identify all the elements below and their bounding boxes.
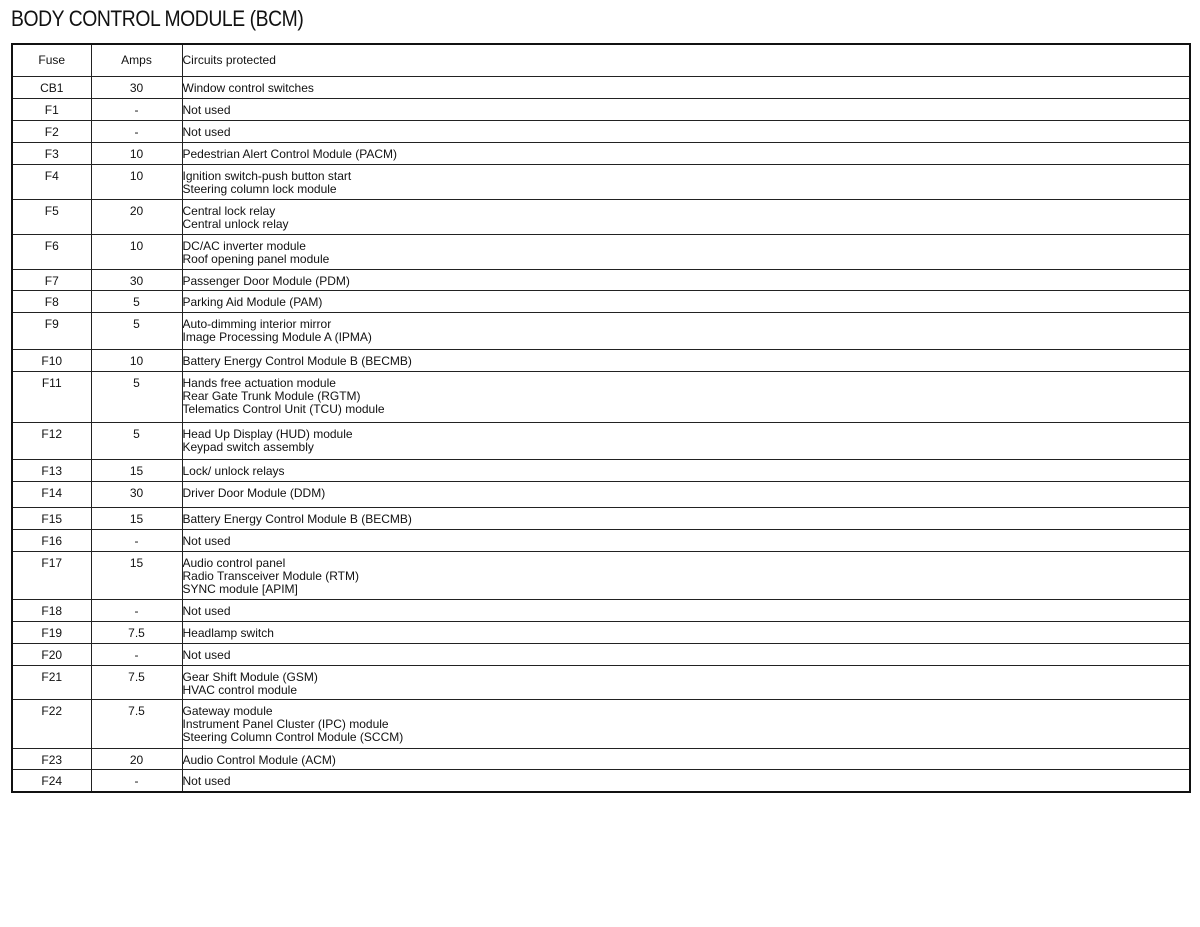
amps-value: 20: [129, 204, 144, 218]
amps-cell: [91, 200, 182, 235]
fuse-id: F20: [41, 648, 63, 662]
circuits-cell: [182, 600, 1190, 622]
table-row: [12, 552, 1190, 600]
table-row: [12, 460, 1190, 482]
circuits-list: [183, 749, 1190, 767]
table-row: [12, 749, 1190, 770]
table-row: [12, 270, 1190, 291]
circuit-line: Not used: [182, 103, 231, 117]
fuse-cell: [12, 313, 91, 350]
amps-cell: [91, 508, 182, 530]
fuse-cell: [12, 372, 91, 423]
amps-cell: [91, 700, 182, 749]
fuse-id: CB1: [40, 81, 64, 95]
fuse-id: F11: [41, 376, 62, 390]
fuse-id: F9: [44, 317, 59, 331]
amps-cell: [91, 291, 182, 313]
amps-value: -: [134, 774, 139, 788]
amps-cell: [91, 165, 182, 200]
circuits-cell: [182, 350, 1190, 372]
fuse-cell: [12, 749, 91, 770]
circuits-cell: [182, 165, 1190, 200]
column-header-circuits: Circuits protected: [182, 44, 1190, 77]
amps-cell: [91, 235, 182, 270]
circuits-cell: [182, 313, 1190, 350]
circuits-cell: [182, 666, 1190, 700]
circuits-list: [183, 600, 1190, 618]
circuit-line: Auto-dimming interior mirror: [182, 317, 332, 331]
circuit-line: Central unlock relay: [182, 217, 289, 231]
table-row: [12, 350, 1190, 372]
amps-value: 10: [129, 147, 144, 161]
circuit-line: Not used: [182, 774, 231, 788]
fuse-table: [11, 43, 1191, 793]
fuse-cell: [12, 235, 91, 270]
amps-value: 5: [133, 317, 140, 331]
amps-cell: [91, 482, 182, 508]
amps-value: 5: [133, 376, 140, 390]
circuits-list: [183, 644, 1190, 662]
circuit-line: Central lock relay: [182, 204, 276, 218]
circuit-line: Head Up Display (HUD) module: [182, 427, 353, 441]
circuits-cell: [182, 460, 1190, 482]
amps-value: 7.5: [128, 704, 145, 718]
fuse-cell: [12, 121, 91, 143]
amps-cell: [91, 77, 182, 99]
fuse-id: F4: [44, 169, 59, 183]
circuits-cell: [182, 143, 1190, 165]
amps-value: 15: [129, 464, 144, 478]
circuit-line: Rear Gate Trunk Module (RGTM): [182, 389, 361, 403]
circuit-line: Driver Door Module (DDM): [182, 486, 326, 500]
column-header-amps: Amps: [91, 44, 182, 77]
fuse-cell: [12, 350, 91, 372]
fuse-id: F1: [44, 103, 59, 117]
table-row: [12, 291, 1190, 313]
amps-value: 20: [129, 753, 144, 767]
fuse-id: F21: [41, 670, 63, 684]
fuse-id: F5: [44, 204, 59, 218]
amps-cell: [91, 666, 182, 700]
circuits-list: [183, 121, 1190, 139]
circuits-cell: [182, 770, 1190, 792]
fuse-cell: [12, 622, 91, 644]
fuse-cell: [12, 482, 91, 508]
amps-value: 30: [129, 274, 144, 288]
circuit-line: Gateway module: [182, 704, 273, 718]
circuit-line: HVAC control module: [182, 683, 297, 697]
circuit-line: Audio control panel: [182, 556, 286, 570]
circuits-list: [183, 508, 1190, 526]
table-row: [12, 482, 1190, 508]
circuit-line: Not used: [182, 604, 231, 618]
amps-value: -: [134, 534, 139, 548]
amps-value: 7.5: [128, 626, 145, 640]
circuit-line: SYNC module [APIM]: [182, 582, 298, 596]
amps-cell: [91, 372, 182, 423]
circuits-cell: [182, 270, 1190, 291]
fuse-cell: [12, 270, 91, 291]
circuits-list: [183, 622, 1190, 640]
table-row: [12, 121, 1190, 143]
amps-value: 15: [129, 556, 144, 570]
fuse-id: F6: [44, 239, 59, 253]
circuit-line: Gear Shift Module (GSM): [182, 670, 318, 684]
amps-cell: [91, 423, 182, 460]
circuits-list: [183, 77, 1190, 95]
circuits-list: [183, 700, 1190, 744]
amps-cell: [91, 749, 182, 770]
circuit-line: Not used: [182, 534, 231, 548]
fuse-id: F23: [41, 753, 63, 767]
amps-cell: [91, 460, 182, 482]
circuits-list: [183, 770, 1190, 788]
circuits-list: [183, 235, 1190, 266]
circuits-cell: [182, 508, 1190, 530]
circuits-cell: [182, 200, 1190, 235]
fuse-cell: [12, 77, 91, 99]
circuit-line: Instrument Panel Cluster (IPC) module: [182, 717, 389, 731]
fuse-cell: [12, 460, 91, 482]
fuse-cell: [12, 666, 91, 700]
table-row: [12, 770, 1190, 792]
circuit-line: Battery Energy Control Module B (BECMB): [182, 354, 412, 368]
circuit-line: Hands free actuation module: [182, 376, 336, 390]
amps-cell: [91, 552, 182, 600]
amps-value: 5: [133, 295, 140, 309]
fuse-cell: [12, 291, 91, 313]
amps-value: 30: [129, 486, 144, 500]
circuits-list: [183, 482, 1190, 500]
circuits-list: [183, 423, 1190, 454]
fuse-id: F13: [41, 464, 63, 478]
table-row: [12, 313, 1190, 350]
circuits-cell: [182, 99, 1190, 121]
fuse-id: F18: [41, 604, 63, 618]
circuits-list: [183, 291, 1190, 309]
fuse-id: F10: [41, 354, 63, 368]
fuse-cell: [12, 200, 91, 235]
fuse-id: F16: [41, 534, 63, 548]
circuit-line: Steering Column Control Module (SCCM): [182, 730, 404, 744]
fuse-cell: [12, 700, 91, 749]
circuits-list: [183, 372, 1190, 416]
fuse-cell: [12, 99, 91, 121]
fuse-id: F12: [41, 427, 63, 441]
table-row: [12, 200, 1190, 235]
fuse-id: F24: [41, 774, 63, 788]
circuit-line: DC/AC inverter module: [182, 239, 306, 253]
fuse-cell: [12, 423, 91, 460]
column-header-fuse: Fuse: [12, 44, 91, 77]
table-header-row: [12, 44, 1190, 77]
circuit-line: Image Processing Module A (IPMA): [182, 330, 372, 344]
fuse-id: F22: [41, 704, 63, 718]
circuits-cell: [182, 644, 1190, 666]
amps-value: -: [134, 648, 139, 662]
amps-cell: [91, 644, 182, 666]
circuits-cell: [182, 622, 1190, 644]
circuits-cell: [182, 530, 1190, 552]
amps-value: -: [134, 604, 139, 618]
circuit-line: Not used: [182, 648, 231, 662]
amps-value: 10: [129, 169, 144, 183]
page-title: BODY CONTROL MODULE (BCM): [11, 6, 304, 31]
circuit-line: Telematics Control Unit (TCU) module: [182, 402, 385, 416]
circuits-cell: [182, 552, 1190, 600]
amps-value: 5: [133, 427, 140, 441]
fuse-id: F19: [41, 626, 63, 640]
circuits-cell: [182, 372, 1190, 423]
circuits-list: [183, 313, 1190, 344]
amps-cell: [91, 121, 182, 143]
circuit-line: Headlamp switch: [182, 626, 274, 640]
fuse-id: F14: [41, 486, 63, 500]
fuse-id: F2: [44, 125, 59, 139]
fuse-id: F3: [44, 147, 59, 161]
fuse-cell: [12, 165, 91, 200]
circuit-line: Keypad switch assembly: [182, 440, 314, 454]
fuse-cell: [12, 770, 91, 792]
circuits-list: [183, 666, 1190, 697]
fuse-cell: [12, 143, 91, 165]
amps-cell: [91, 530, 182, 552]
table-row: [12, 165, 1190, 200]
amps-cell: [91, 313, 182, 350]
amps-cell: [91, 270, 182, 291]
table-row: [12, 423, 1190, 460]
circuit-line: Ignition switch-push button start: [182, 169, 352, 183]
circuit-line: Passenger Door Module (PDM): [182, 274, 350, 288]
circuit-line: Steering column lock module: [182, 182, 337, 196]
circuit-line: Pedestrian Alert Control Module (PACM): [182, 147, 398, 161]
circuits-list: [183, 552, 1190, 596]
circuit-line: Window control switches: [182, 81, 314, 95]
amps-value: 10: [129, 239, 144, 253]
amps-cell: [91, 770, 182, 792]
amps-cell: [91, 350, 182, 372]
fuse-cell: [12, 508, 91, 530]
amps-value: 10: [129, 354, 144, 368]
circuits-cell: [182, 700, 1190, 749]
fuse-cell: [12, 552, 91, 600]
fuse-cell: [12, 530, 91, 552]
fuse-id: F7: [44, 274, 59, 288]
table-row: [12, 143, 1190, 165]
circuits-list: [183, 350, 1190, 368]
circuits-list: [183, 99, 1190, 117]
circuits-list: [183, 270, 1190, 288]
fuse-id: F8: [44, 295, 59, 309]
table-row: [12, 530, 1190, 552]
table-row: [12, 622, 1190, 644]
fuse-cell: [12, 600, 91, 622]
circuits-list: [183, 165, 1190, 196]
fuse-id: F17: [41, 556, 63, 570]
circuit-line: Roof opening panel module: [182, 252, 330, 266]
amps-cell: [91, 600, 182, 622]
circuits-cell: [182, 423, 1190, 460]
circuit-line: Battery Energy Control Module B (BECMB): [182, 512, 412, 526]
circuits-cell: [182, 749, 1190, 770]
fuse-cell: [12, 644, 91, 666]
amps-cell: [91, 622, 182, 644]
table-row: [12, 600, 1190, 622]
table-row: [12, 99, 1190, 121]
table-row: [12, 666, 1190, 700]
circuit-line: Parking Aid Module (PAM): [182, 295, 323, 309]
amps-value: 7.5: [128, 670, 145, 684]
circuits-list: [183, 200, 1190, 231]
circuit-line: Radio Transceiver Module (RTM): [182, 569, 360, 583]
circuit-line: Not used: [182, 125, 231, 139]
amps-value: 30: [129, 81, 144, 95]
circuits-cell: [182, 291, 1190, 313]
circuits-cell: [182, 121, 1190, 143]
table-row: [12, 372, 1190, 423]
fuse-id: F15: [41, 512, 63, 526]
circuits-list: [183, 530, 1190, 548]
table-row: [12, 77, 1190, 99]
circuits-list: [183, 143, 1190, 161]
circuits-cell: [182, 235, 1190, 270]
amps-cell: [91, 143, 182, 165]
circuits-cell: [182, 77, 1190, 99]
table-body: [12, 77, 1190, 792]
circuits-cell: [182, 482, 1190, 508]
table-row: [12, 508, 1190, 530]
table-row: [12, 644, 1190, 666]
amps-value: 15: [129, 512, 144, 526]
circuit-line: Lock/ unlock relays: [182, 464, 285, 478]
table-row: [12, 235, 1190, 270]
amps-value: -: [134, 103, 139, 117]
amps-value: -: [134, 125, 139, 139]
circuit-line: Audio Control Module (ACM): [182, 753, 336, 767]
amps-cell: [91, 99, 182, 121]
circuits-list: [183, 460, 1190, 478]
table-row: [12, 700, 1190, 749]
